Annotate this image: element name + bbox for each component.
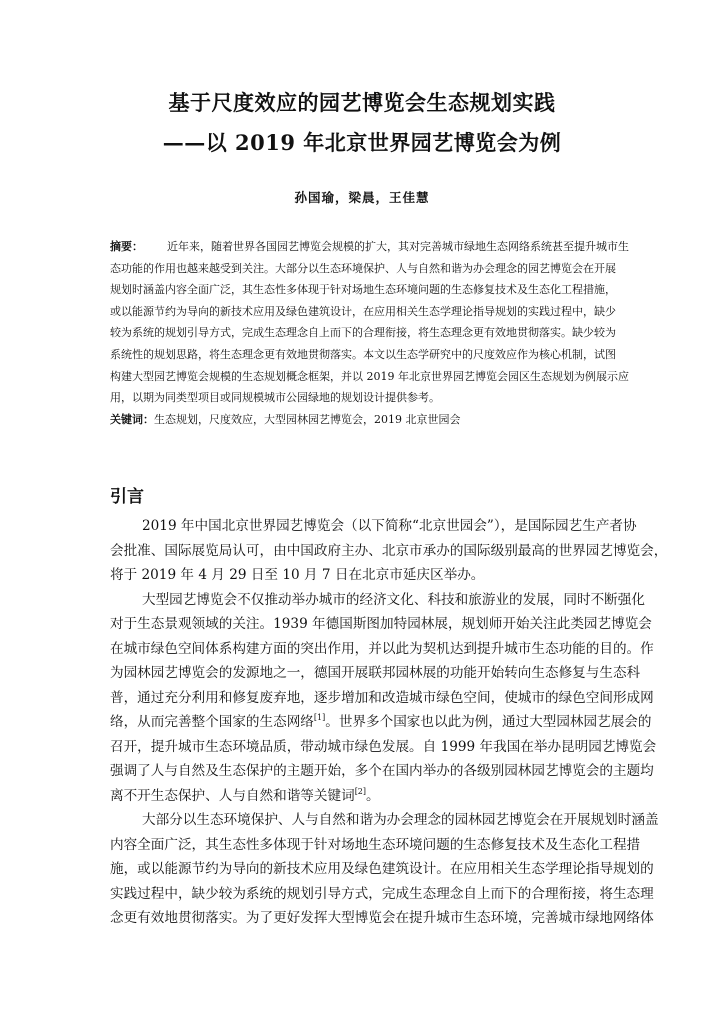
paragraph-line (110, 882, 654, 907)
abstract-text: 构建大型园艺博览会规模的生态规划概念框架，并以 2019 年北京世界园艺博览会园区生态规划为例展示应 (110, 369, 629, 383)
text-segment: 内容全面广泛，其生态性多体现于针对场地生态环境问题的生态修复技术及生态化工程措 (110, 836, 641, 853)
abstract (110, 236, 629, 430)
abstract-line (110, 344, 616, 366)
section-body (110, 514, 668, 931)
text-segment: 离不开生态保护、人与自然和谐等关键词 (110, 787, 355, 804)
paragraph-line (110, 637, 654, 662)
abstract-text: 用，以期为同类型项目或同规模城市公园绿地的规划设计提供参考。 (110, 391, 440, 405)
abstract-text: 规划时涵盖内容全面广泛，其生态性多体现于针对场地生态环境问题的生态修复技术及生态化工程措施， (110, 283, 616, 297)
abstract-text: 系统性的规划思路，将生态理念更有效地贯彻落实。本文以生态学研究中的尺度效应作为核心机制，试图 (110, 347, 616, 361)
keywords-label: 关键词： (110, 412, 154, 426)
abstract-text: 近年来，随着世界各国园艺博览会规模的扩大，其对完善城市绿地生态网络系统甚至提升城市生 (167, 240, 629, 253)
abstract-text: 或以能源节约为导向的新技术应用及绿色建筑设计，在应用相关生态学理论指导规划的实践过程中，缺少 (110, 304, 616, 318)
text-segment: 对于生态景观领域的关注。1939 年德国斯图加特园林展，规划师开始关注此类园艺博览会 (110, 616, 652, 632)
section-heading: 引言 (110, 487, 144, 507)
paragraph-line (110, 710, 652, 735)
paragraph-line (110, 686, 654, 711)
text-segment: 将于 2019 年 4 月 29 日至 10 月 7 日在北京市延庆区举办。 (110, 567, 485, 583)
paragraph-line (110, 784, 612, 809)
keywords-text: 生态规划，尺度效应，大型园林园艺博览会，2019 北京世园会 (154, 412, 461, 426)
text-segment: 普，通过充分利用和修复废弃地，逐步增加和改造城市绿色空间，使城市的绿色空间形成网 (110, 689, 654, 706)
keywords (110, 409, 612, 431)
paper-subtitle: ——以 2019 年北京世界园艺博览会为例 (162, 130, 562, 155)
abstract-line (110, 387, 612, 409)
text-segment: 念更有效地贯彻落实。为了更好发挥大型博览会在提升城市生态环境，完善城市绿地网络体 (110, 910, 654, 926)
text-segment: 2019 年中国北京世界园艺博览会（以下简称“北京世园会”），是国际园艺生产者协 (142, 518, 637, 534)
abstract-text: 态功能的作用也越来越受到关注。大部分以生态环境保护、人与自然和谐为办会理念的园艺博览会在开展 (110, 261, 616, 275)
abstract-label: 摘要： (110, 240, 143, 253)
text-segment: 为园林园艺博览会的发源地之一，德国开展联邦园林展的功能开始转向生态修复与生态科 (110, 665, 641, 681)
text-segment: 施，或以能源节约为导向的新技术应用及绿色建筑设计。在应用相关生态学理论指导规划的 (110, 861, 654, 877)
text-segment: 在城市绿色空间体系构建方面的突出作用，并以此为契机达到提升城市生态功能的目的。作 (110, 640, 654, 657)
text-segment: 。世界多个国家也以此为例，通过大型园林园艺展会的 (325, 714, 652, 730)
paragraph-line (110, 759, 654, 784)
text-segment: 。 (366, 787, 380, 804)
paragraph-line (110, 612, 652, 637)
paragraph-line (110, 514, 637, 539)
abstract-line (110, 258, 616, 280)
text-segment: 大型园艺博览会不仅推动举办城市的经济文化、科技和旅游业的发展，同时不断强化 (142, 591, 645, 608)
paragraph-line (110, 735, 657, 760)
abstract-line (110, 322, 616, 344)
abstract-line (110, 236, 629, 258)
text-segment: 实践过程中，缺少较为系统的规划引导方式，完成生态理念自上而下的合理衔接，将生态理 (110, 885, 654, 902)
paper-title: 基于尺度效应的园艺博览会生态规划实践 (168, 90, 556, 115)
text-segment: 会批准、国际展览局认可，由中国政府主办、北京市承办的国际级别最高的世界园艺博览会， (110, 542, 668, 559)
abstract-line (110, 279, 616, 301)
paragraph-line (110, 563, 612, 588)
paragraph-line (110, 857, 654, 882)
citation-reference[interactable]: [2] (354, 786, 367, 796)
paragraph-line (110, 808, 659, 833)
authors: 孙国瑜，梁晨，王佳慧 (294, 190, 430, 205)
abstract-line (110, 366, 629, 388)
abstract-text: 较为系统的规划引导方式，完成生态理念自上而下的合理衔接，将生态理念更有效地贯彻落实。缺少较为 (110, 326, 616, 340)
abstract-line (110, 301, 616, 323)
paragraph-line (110, 588, 645, 613)
paragraph-line (110, 906, 654, 931)
text-segment: 召开，提升城市生态环境品质，带动城市绿色发展。自 1999 年我国在举办昆明园艺博览会 (110, 738, 657, 755)
citation-reference[interactable]: [1] (313, 713, 326, 722)
text-segment: 强调了人与自然及生态保护的主题开始，多个在国内举办的各级别园林园艺博览会的主题均 (110, 763, 654, 779)
text-segment: 大部分以生态环境保护、人与自然和谐为办会理念的园林园艺博览会在开展规划时涵盖 (142, 812, 659, 828)
text-segment: 络，从而完善整个国家的生态网络 (110, 714, 314, 730)
paragraph-line (110, 833, 641, 858)
paragraph-line (110, 539, 668, 564)
paragraph-line (110, 661, 641, 686)
